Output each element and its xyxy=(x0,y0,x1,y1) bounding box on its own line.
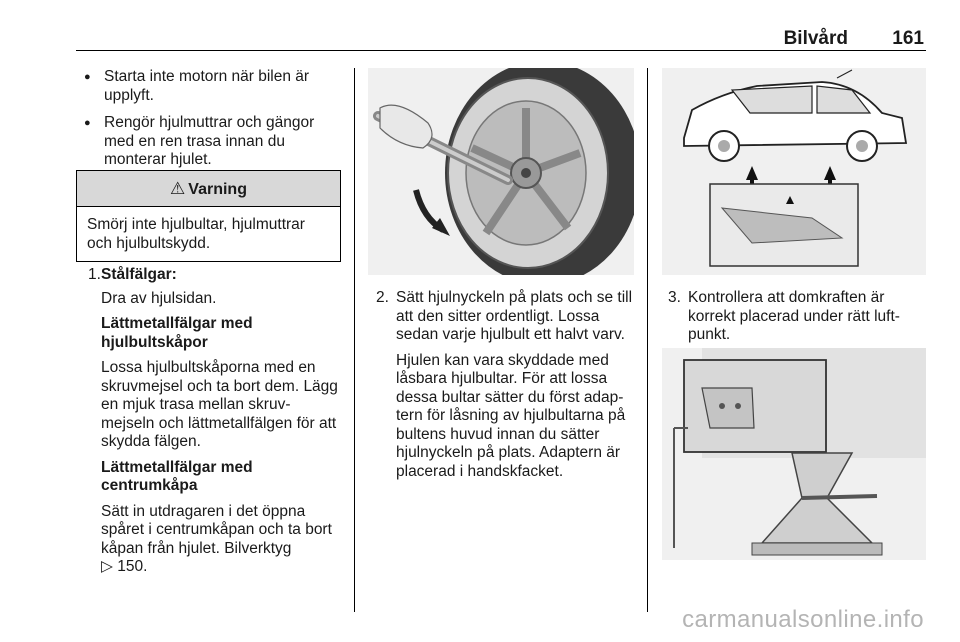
step-note: Hjulen kan vara skyddade med låsbara hjulbultar. För att lossa dessa bultar sätter du först adap-tern för låsning av hjulbultarna på bultens huvud innan du sätter hjulnyckeln på plats. Adaptern är placerad i handskfacket. xyxy=(396,351,626,480)
reference-page: 150. xyxy=(117,558,148,575)
section-title: Bilvård xyxy=(783,28,848,49)
warning-box xyxy=(76,170,341,262)
warning-icon: ⚠ xyxy=(170,179,186,198)
warning-title: Varning xyxy=(188,181,247,198)
step-2 xyxy=(372,289,634,488)
step-text: Lossa hjulbultskåporna med en skruvmejsel och ta bort dem. Lägg en mjuk trasa mellan skruv-mejseln och lättmetallfälgen för att skydda fälgen. xyxy=(101,359,338,450)
step-number: 2. xyxy=(376,289,389,306)
bullet-item: ● Rengör hjulmuttrar och gängor med en ren trasa innan du monterar hjulet. xyxy=(80,114,342,170)
column-divider xyxy=(647,68,648,612)
warning-header xyxy=(77,171,340,207)
step-1 xyxy=(80,266,342,584)
step-text: Kontrollera att domkraften är korrekt placerad under rätt luft-punkt. xyxy=(688,289,900,343)
column-1-bullets xyxy=(80,68,342,179)
column-divider xyxy=(354,68,355,612)
step-text: Sätt hjulnyckeln på plats och se till att den sitter ordentligt. Lossa sedan varje hjulbult ett halvt varv. xyxy=(396,289,633,343)
step-text: Sätt in utdragaren i det öppna spåret i centrumkåpan och ta bort kåpan från hjulet. Bilverktyg ▷ 150. xyxy=(101,502,332,575)
page-header xyxy=(76,28,926,51)
step-number: 1. xyxy=(88,266,101,283)
warning-text: Smörj inte hjulbultar, hjulmuttrar och hjulbultskydd. xyxy=(87,216,305,252)
wheel-wrench-illustration xyxy=(368,68,634,275)
bullet-item: ● Starta inte motorn när bilen är upplyft. xyxy=(80,68,342,105)
step-number: 3. xyxy=(668,289,681,306)
step-heading: Stålfälgar: xyxy=(101,266,177,283)
step-text: Dra av hjulsidan. xyxy=(101,289,217,307)
car-jack-points-illustration xyxy=(662,68,926,275)
page-number: 161 xyxy=(892,28,924,49)
scissor-jack-illustration xyxy=(662,348,926,560)
watermark-text: carmanualsonline.info xyxy=(682,606,924,633)
step-3 xyxy=(664,289,926,352)
reference-arrow-icon: ▷ xyxy=(101,558,113,575)
subheading: Lättmetallfälgar med centrumkåpa xyxy=(101,458,253,494)
subheading: Lättmetallfälgar med hjulbultskåpor xyxy=(101,315,253,351)
